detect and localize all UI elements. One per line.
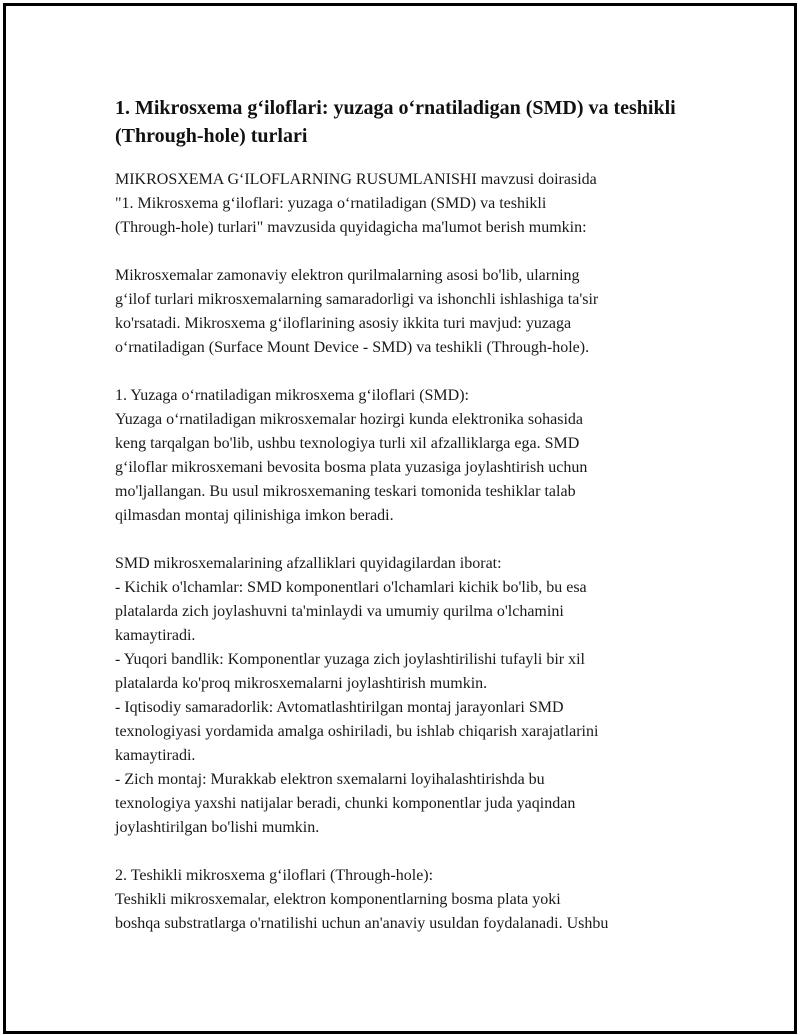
paragraph-intro: MIKROSXEMA G‘ILOFLARNING RUSUMLANISHI mavzusi doirasida "1. Mikrosxema g‘iloflari: yuzaga o‘rnatiladigan (SMD) va teshikli (Through-hole) turlari" mavzusida quyidagicha ma'lumot berish mumkin: (115, 171, 597, 236)
document-body (115, 94, 695, 936)
paragraph-gap (115, 240, 695, 264)
paragraph-gap (115, 360, 695, 384)
document-title: 1. Mikrosxema g‘iloflari: yuzaga o‘rnatiladigan (SMD) va teshikli (Through-hole) turlari (115, 97, 676, 147)
paragraph-gap (115, 840, 695, 864)
paragraph-smd-section: 1. Yuzaga o‘rnatiladigan mikrosxema g‘iloflari (SMD): Yuzaga o‘rnatiladigan mikrosxemalar hozirgi kunda elektronika sohasida keng tarqalgan bo'lib, ushbu texnologiya turli xil afzalliklarga ega. SMD g‘iloflar mikrosxemani bevosita bosma plata yuzasiga joylashtirish uchun mo'ljallangan. Bu usul mikrosxemaning teskari tomonida teshiklar talab qilmasdan montaj qilinishiga imkon beradi. (115, 387, 588, 524)
paragraph-gap (115, 528, 695, 552)
paragraph-overview: Mikrosxemalar zamonaviy elektron qurilmalarning asosi bo'lib, ularning g‘ilof turlari mikrosxemalarning samaradorligi va ishonchli ishlashiga ta'sir ko'rsatadi. Mikrosxema g‘iloflarining asosiy ikkita turi mavjud: yuzaga o‘rnatiladigan (Surface Mount Device - SMD) va teshikli (Through-hole). (115, 267, 599, 356)
paragraph-smd-advantages: SMD mikrosxemalarining afzalliklari quyidagilardan iborat: - Kichik o'lchamlar: SMD komponentlari o'lchamlari kichik bo'lib, bu esa platalarda zich joylashuvni ta'minlaydi va umumiy qurilma o'lchamini kamaytiradi. - Yuqori bandlik: Komponentlar yuzaga zich joylashtirilishi tufayli bir xil platalarda ko'proq mikrosxemalarni joylashtirish mumkin. - Iqtisodiy samaradorlik: Avtomatlashtirilgan montaj jarayonlari SMD texnologiyasi yordamida amalga oshiriladi, bu ishlab chiqarish xarajatlarini kamaytiradi. - Zich montaj: Murakkab elektron sxemalarni loyihalashtirishda bu texnologiya yaxshi natijalar beradi, chunki komponentlar juda yaqindan joylashtirilgan bo'lishi mumkin. (115, 555, 599, 836)
paragraph-through-hole-section: 2. Teshikli mikrosxema g‘iloflari (Through-hole): Teshikli mikrosxemalar, elektron komponentlarning bosma plata yoki boshqa substratlarga o'rnatilishi uchun an'anaviy usuldan foydalanadi. Ushbu (115, 867, 609, 932)
